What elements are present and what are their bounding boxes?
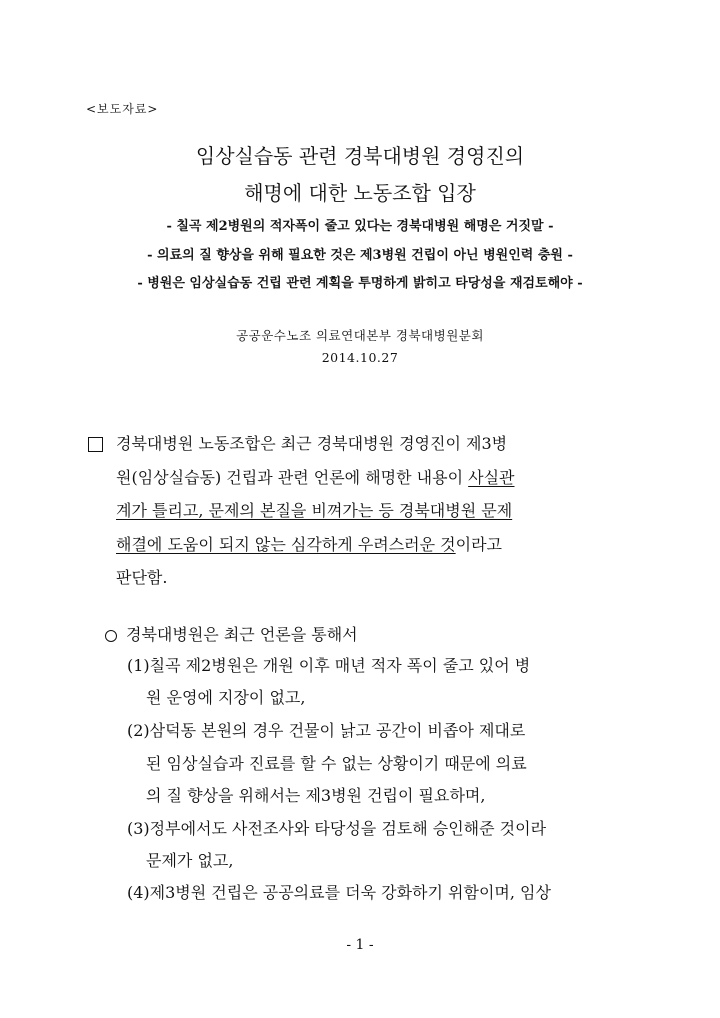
title-line-2: 해명에 대한 노동조합 입장 bbox=[244, 181, 476, 205]
item-number: (1) bbox=[127, 656, 150, 675]
item-line: 제3병원 건립은 공공의료를 더욱 강화하기 위함이며, 임상 bbox=[149, 883, 551, 902]
paragraph-line-2 bbox=[116, 468, 515, 488]
paragraph-line-4-text: 이라고 bbox=[455, 535, 503, 554]
item-number: (4) bbox=[127, 883, 150, 902]
paragraph-line-3: 계가 틀리고, 문제의 본질을 비껴가는 등 경북대병원 문제 bbox=[116, 501, 513, 520]
list-item bbox=[127, 721, 525, 741]
subtitle-3: - 병원은 임상실습동 건립 관련 계획을 투명하게 밝히고 타당성을 재검토해야 - bbox=[137, 276, 583, 291]
item-line: 문제가 없고, bbox=[146, 851, 234, 870]
checkbox-square-icon bbox=[88, 437, 103, 452]
paragraph-line-5: 판단함. bbox=[116, 568, 168, 587]
organization: 공공운수노조 의료연대본부 경북대병원분회 bbox=[236, 328, 484, 343]
item-number: (2) bbox=[127, 721, 150, 740]
list-item bbox=[127, 883, 551, 903]
paragraph-underline-1: 사실관 bbox=[468, 468, 515, 487]
paragraph-underline-2: 해결에 도움이 되지 않는 심각하게 우려스러운 것 bbox=[116, 535, 456, 554]
title-line-1: 임상실습동 관련 경북대병원 경영진의 bbox=[195, 144, 525, 168]
press-release-label: <보도자료> bbox=[86, 102, 159, 116]
item-line: 정부에서도 사전조사와 타당성을 검토해 승인해준 것이라 bbox=[149, 819, 547, 838]
paragraph-line-2-text: 원(임상실습동) 건립과 관련 언론에 해명한 내용이 bbox=[116, 468, 469, 487]
page-number: - 1 - bbox=[346, 937, 374, 953]
item-line: 칠곡 제2병원은 개원 이후 매년 적자 폭이 줄고 있어 병 bbox=[149, 656, 531, 675]
subtitle-1: - 칠곡 제2병원의 적자폭이 줄고 있다는 경북대병원 해명은 거짓말 - bbox=[166, 219, 554, 234]
bullet-circle-icon bbox=[105, 630, 117, 642]
item-line: 의 질 향상을 위해서는 제3병원 건립이 필요하며, bbox=[146, 786, 486, 805]
item-number: (3) bbox=[127, 819, 150, 838]
date: 2014.10.27 bbox=[321, 350, 399, 365]
paragraph-line-4 bbox=[116, 535, 502, 555]
list-item bbox=[127, 819, 546, 839]
subtitle-2: - 의료의 질 향상을 위해 필요한 것은 제3병원 건립이 아닌 병원인력 충원 - bbox=[147, 248, 573, 263]
item-line: 된 임상실습과 진료를 할 수 없는 상황이기 때문에 의료 bbox=[146, 754, 527, 773]
item-line: 원 운영에 지장이 없고, bbox=[146, 688, 306, 707]
bullet-heading: 경북대병원은 최근 언론을 통해서 bbox=[126, 625, 358, 644]
paragraph-line-1: 경북대병원 노동조합은 최근 경북대병원 경영진이 제3병 bbox=[116, 434, 508, 453]
item-line: 삼덕동 본원의 경우 건물이 낡고 공간이 비좁아 제대로 bbox=[149, 721, 526, 740]
list-item bbox=[127, 656, 530, 676]
